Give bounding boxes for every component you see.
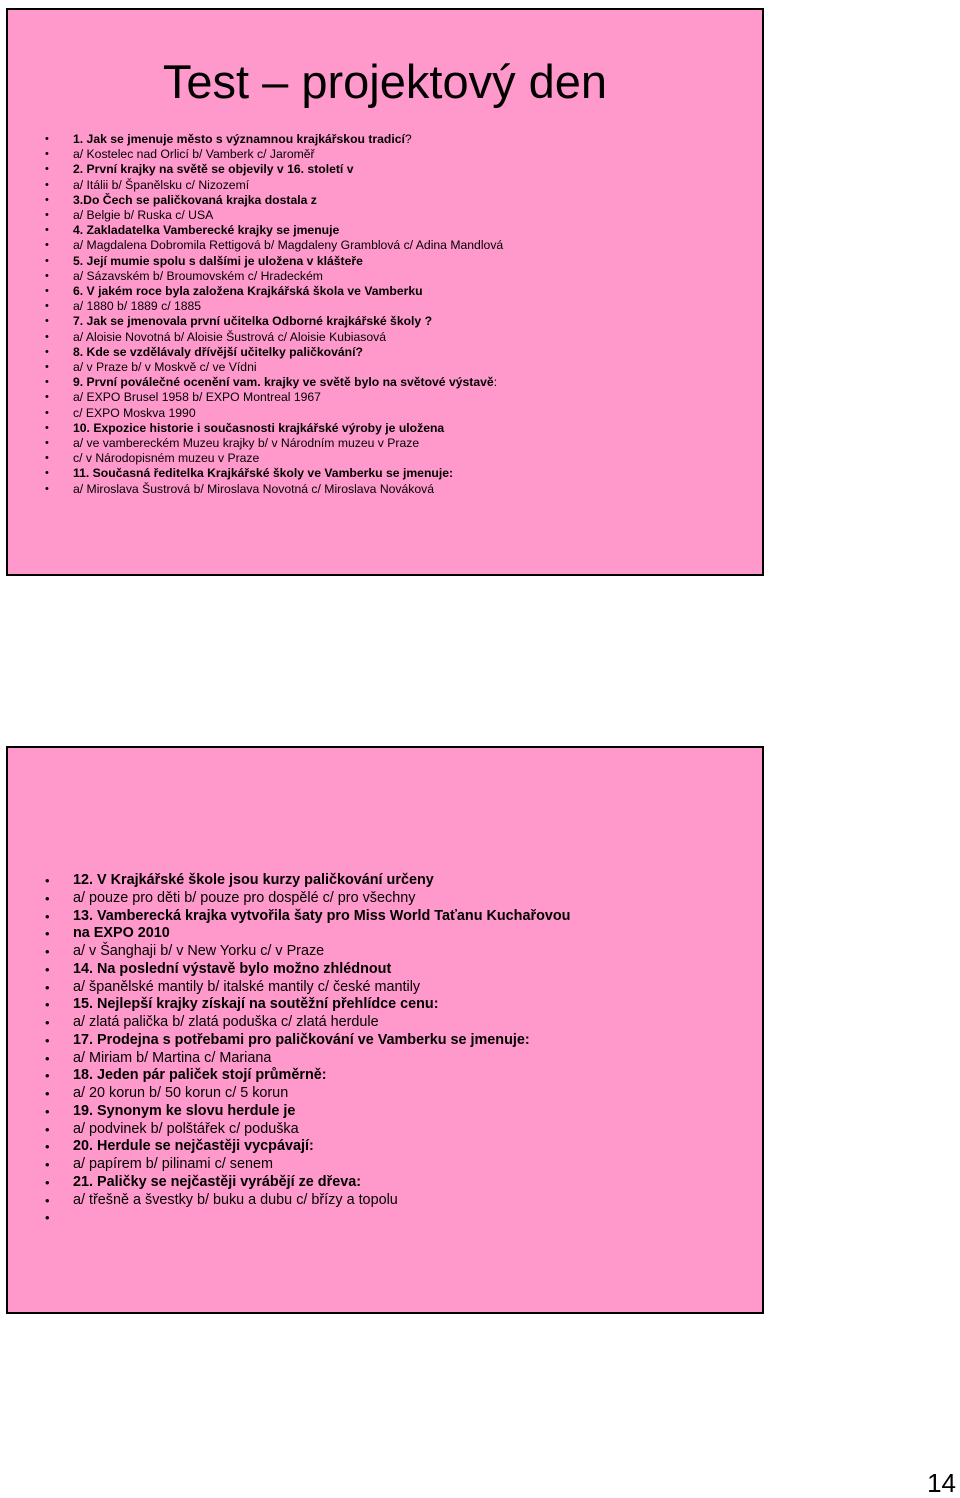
list-item — [73, 1121, 570, 1139]
list-item — [73, 314, 503, 329]
answer-options: a/ Aloisie Novotná b/ Aloisie Šustrová c/ Aloisie Kubiasová — [73, 329, 386, 344]
question-text: 17. Prodejna s potřebami pro paličkování ve Vamberku se jmenuje: — [73, 1031, 530, 1048]
answer-options: a/ Miriam b/ Martina c/ Mariana — [73, 1049, 272, 1066]
question-text: 3.Do Čech se paličkovaná krajka dostala z — [73, 192, 317, 207]
question-text: na EXPO 2010 — [73, 925, 170, 942]
question-text: 11. Současná ředitelka Krajkářské školy ve Vamberku se jmenuje: — [73, 466, 454, 481]
question-list-1 — [73, 132, 503, 497]
question-list-2 — [73, 872, 570, 1227]
list-item — [73, 421, 503, 436]
list-item — [73, 147, 503, 162]
list-item — [73, 390, 503, 405]
list-item — [73, 1174, 570, 1192]
list-item — [73, 979, 570, 997]
list-item — [73, 1067, 570, 1085]
list-item — [73, 908, 570, 926]
answer-options: a/ EXPO Brusel 1958 b/ EXPO Montreal 1967 — [73, 390, 321, 405]
list-item — [73, 925, 570, 943]
question-text: 18. Jeden pár paliček stojí průměrně: — [73, 1067, 327, 1084]
question-text: 7. Jak se jmenovala první učitelka Odborné krajkářské školy ? — [73, 314, 433, 329]
list-item — [73, 890, 570, 908]
list-item — [73, 208, 503, 223]
answer-options: a/ Magdalena Dobromila Rettigová b/ Magdaleny Gramblová c/ Adina Mandlová — [73, 238, 504, 253]
list-item — [73, 223, 503, 238]
list-item — [73, 284, 503, 299]
answer-options: a/ v Praze b/ v Moskvě c/ ve Vídni — [73, 360, 257, 375]
list-item — [73, 1103, 570, 1121]
list-item — [73, 466, 503, 481]
list-item — [73, 299, 503, 314]
question-text: 9. První poválečné ocenění vam. krajky ve světě bylo na světové výstavě — [73, 375, 494, 390]
list-item — [73, 1050, 570, 1068]
question-text: 14. Na poslední výstavě bylo možno zhlédnout — [73, 960, 392, 977]
list-item — [73, 375, 503, 390]
list-item — [73, 238, 503, 253]
list-item — [73, 330, 503, 345]
list-item — [73, 269, 503, 284]
list-item — [73, 996, 570, 1014]
answer-options: a/ ve vambereckém Muzeu krajky b/ v Národním muzeu v Praze — [73, 436, 420, 451]
page-number: 14 — [927, 1468, 956, 1498]
question-text: 10. Expozice historie i současnosti krajkářské výroby je uložena — [73, 420, 445, 435]
list-item — [73, 193, 503, 208]
question-text: 2. První krajky na světě se objevily v 16. století v — [73, 162, 354, 177]
answer-options: a/ Sázavském b/ Broumovském c/ Hradeckém — [73, 268, 323, 283]
list-item — [73, 162, 503, 177]
question-mark: ? — [404, 132, 412, 146]
question-text: 19. Synonym ke slovu herdule je — [73, 1102, 296, 1119]
question-text: 13. Vamberecká krajka vytvořila šaty pro Miss World Taťanu Kuchařovou — [73, 907, 571, 924]
list-item — [73, 943, 570, 961]
list-item — [73, 1085, 570, 1103]
list-item — [73, 1014, 570, 1032]
list-item — [73, 451, 503, 466]
question-text: 8. Kde se vzdělávaly dřívější učitelky paličkování? — [73, 344, 363, 359]
answer-options: a/ 20 korun b/ 50 korun c/ 5 korun — [73, 1085, 289, 1101]
answer-options: a/ třešně a švestky b/ buku a dubu c/ břízy a topolu — [73, 1191, 398, 1208]
question-text: 1. Jak se jmenuje město s významnou krajkářskou tradicí — [73, 132, 405, 146]
list-item — [73, 436, 503, 451]
list-item — [73, 406, 503, 421]
question-mark: : — [493, 375, 498, 390]
slide-title: Test – projektový den — [162, 55, 608, 108]
answer-options: a/ pouze pro děti b/ pouze pro dospělé c/ pro všechny — [73, 889, 416, 906]
answer-options: a/ podvinek b/ polštářek c/ poduška — [73, 1120, 299, 1137]
question-text: 4. Zakladatelka Vamberecké krajky se jmenuje — [73, 223, 340, 238]
list-item — [73, 961, 570, 979]
list-item — [73, 1156, 570, 1174]
list-item — [73, 178, 503, 193]
answer-options: a/ zlatá palička b/ zlatá poduška c/ zlatá herdule — [73, 1014, 379, 1030]
question-text: 5. Její mumie spolu s dalšími je uložena v klášteře — [73, 253, 363, 268]
question-text: 6. V jakém roce byla založena Krajkářská škola ve Vamberku — [73, 284, 423, 299]
list-item — [73, 1209, 570, 1227]
list-item — [73, 132, 503, 147]
list-item — [73, 872, 570, 890]
answer-options: a/ španělské mantily b/ italské mantily c/ české mantily — [73, 978, 421, 995]
answer-options: a/ Miroslava Šustrová b/ Miroslava Novotná c/ Miroslava Nováková — [73, 481, 435, 496]
list-item — [73, 482, 503, 497]
answer-options: a/ v Šanghaji b/ v New Yorku c/ v Praze — [73, 943, 325, 959]
answer-options: a/ Kostelec nad Orlicí b/ Vamberk c/ Jaroměř — [73, 147, 315, 162]
question-text: 21. Paličky se nejčastěji vyrábějí ze dřeva: — [73, 1173, 361, 1190]
question-text: 20. Herdule se nejčastěji vycpávají: — [73, 1138, 314, 1155]
list-item — [73, 1138, 570, 1156]
answer-options: a/ Belgie b/ Ruska c/ USA — [73, 208, 214, 223]
list-item — [73, 1032, 570, 1050]
answer-options: c/ v Národopisném muzeu v Praze — [73, 451, 260, 466]
list-item — [73, 345, 503, 360]
answer-options: a/ Itálii b/ Španělsku c/ Nizozemí — [73, 177, 250, 192]
list-item — [73, 1192, 570, 1210]
question-text: 15. Nejlepší krajky získají na soutěžní přehlídce cenu: — [73, 996, 439, 1013]
question-text: 12. V Krajkářské škole jsou kurzy paličkování určeny — [73, 872, 434, 888]
list-item — [73, 360, 503, 375]
answer-options: a/ papírem b/ pilinami c/ senem — [73, 1156, 273, 1172]
list-item — [73, 254, 503, 269]
answer-options: c/ EXPO Moskva 1990 — [73, 405, 196, 420]
answer-options: a/ 1880 b/ 1889 c/ 1885 — [73, 299, 202, 314]
